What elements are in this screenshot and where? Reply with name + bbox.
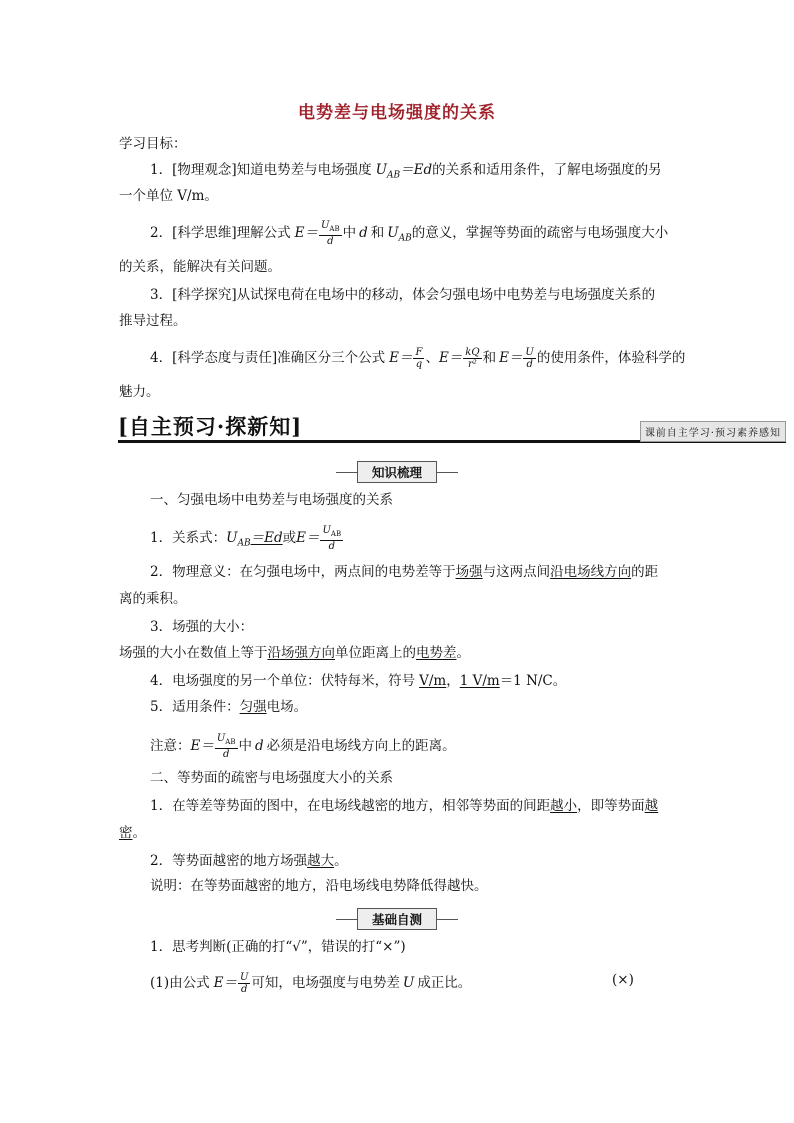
point-4: 4．电场强度的另一个单位：伏特每米，符号 V/m，1 V/m＝1 N/C。	[150, 673, 567, 689]
objectives-heading: 学习目标：	[119, 136, 187, 152]
objective-4-cont: 魅力。	[119, 384, 160, 400]
section-banner	[118, 411, 786, 441]
heading-2: 二、等势面的疏密与电场强度大小的关系	[150, 770, 393, 786]
objective-3: 3．[科学探究]从试探电荷在电场中的移动，体会匀强电场中电势差与电场强度关系的	[150, 287, 656, 303]
section-tag-knowledge: 知识梳理	[0, 461, 794, 483]
page-title: 电势差与电场强度的关系	[298, 103, 496, 123]
point-1: 1．关系式：$U_{AB}=Ed$或E＝ $\frac{U_{AB}}{d}$	[150, 525, 342, 552]
answer-mark: (×)	[612, 972, 634, 988]
note: 注意：E＝ $\frac{U_{AB}}{d}$ 中 d 必须是沿电场线方向上的距离。	[150, 733, 456, 760]
objective-4: 4．[科学态度与责任]准确区分三个公式 E＝ $\frac{F}{q}$ 、E＝ $\frac{kQ}{\text{r²}}$ 和 E＝ $\frac{U}{d}$ 的使用条件，体验科学的	[150, 347, 686, 370]
rule-1-cont: 密。	[119, 825, 146, 841]
point-5: 5．适用条件：匀强电场。	[150, 699, 308, 715]
objective-2: 2．[科学思维]理解公式 E＝ $\frac{U_{AB}}{d}$ 中 d 和 $U_{AB}$的意义，掌握等势面的疏密与电场强度大小	[150, 220, 669, 247]
explanation: 说明：在等势面越密的地方，沿电场线电势降低得越快。	[150, 878, 488, 894]
banner-title: [自主预习·探新知]	[118, 414, 303, 439]
point-2-cont: 离的乘积。	[119, 591, 187, 607]
point-2: 2．物理意义：在匀强电场中，两点间的电势差等于场强与这两点间沿电场线方向的距	[150, 564, 659, 580]
selftest-instruction: 1．思考判断(正确的打“√”，错误的打“×”)	[150, 939, 406, 955]
objective-3-cont: 推导过程。	[119, 313, 187, 329]
heading-1: 一、匀强电场中电势差与电场强度的关系	[150, 492, 393, 508]
section-tag-selftest: 基础自测	[0, 908, 794, 930]
objective-1-cont: 一个单位 V/m。	[119, 188, 218, 204]
rule-2: 2．等势面越密的地方场强越大。	[150, 853, 348, 869]
rule-1: 1．在等差等势面的图中，在电场线越密的地方，相邻等势面的间距越小，即等势面越	[150, 798, 659, 814]
objective-1: 1．[物理观念]知道电势差与电场强度 $U_{AB}=Ed$的关系和适用条件，了解电场强度的另	[150, 162, 662, 181]
point-3: 3．场强的大小：	[150, 619, 254, 635]
objective-2-cont: 的关系，能解决有关问题。	[119, 259, 281, 275]
banner-tag: 课前自主学习·预习素养感知	[640, 421, 786, 442]
point-3-body: 场强的大小在数值上等于沿场强方向单位距离上的电势差。	[119, 645, 470, 661]
selftest-item-1: (1)由公式 E＝ $\frac{U}{d}$ 可知，电场强度与电势差 U 成正比。	[150, 972, 472, 995]
